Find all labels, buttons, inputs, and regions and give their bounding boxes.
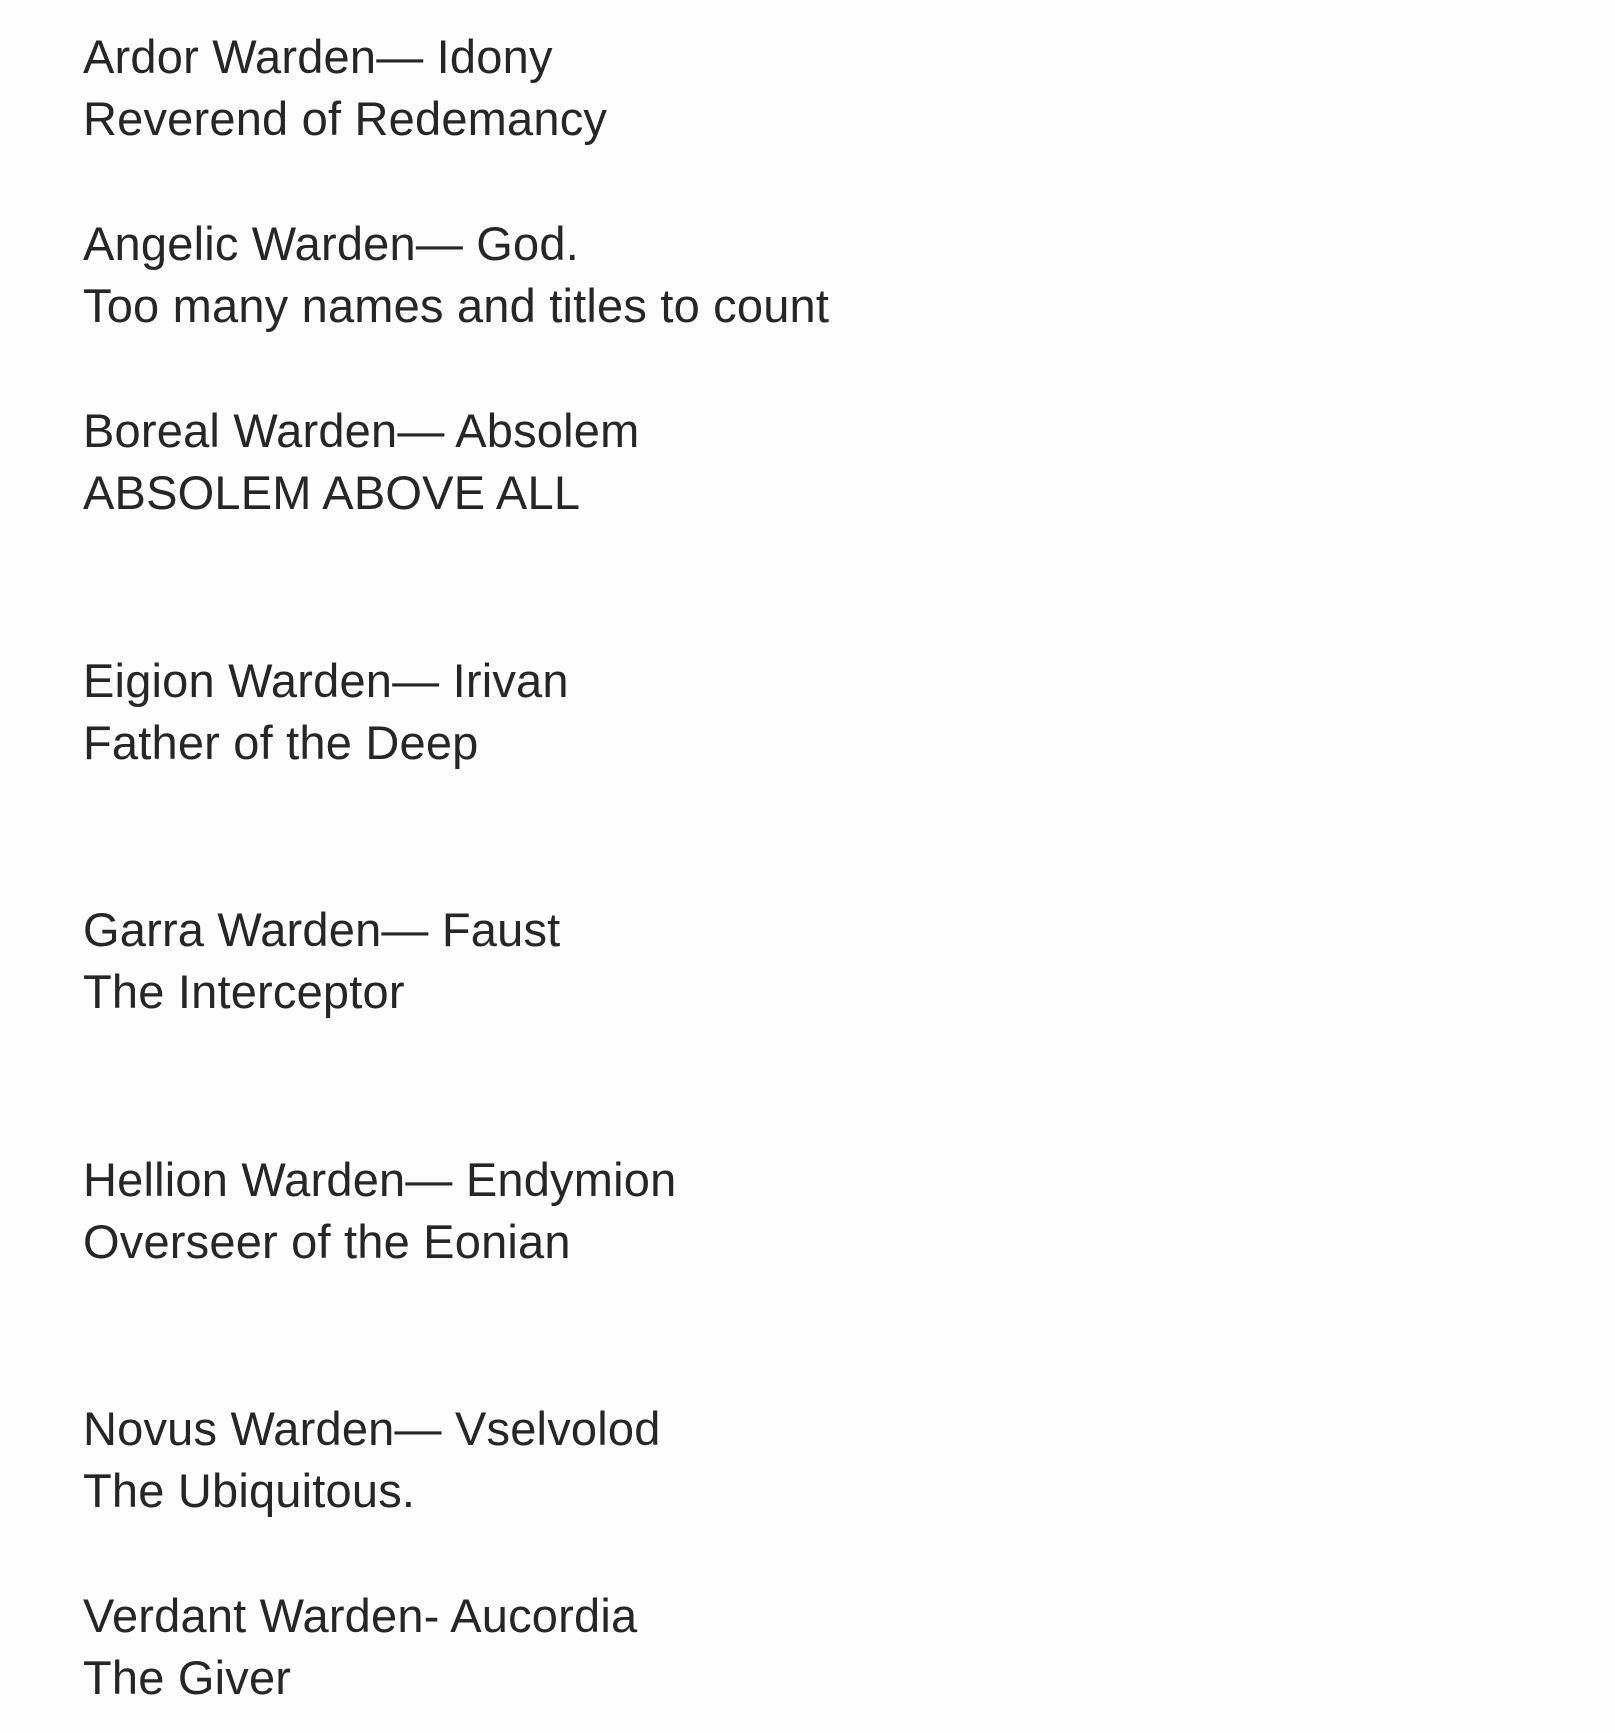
warden-title: The Giver: [83, 1651, 292, 1704]
warden-title: The Ubiquitous.: [83, 1464, 416, 1517]
warden-heading: Ardor Warden— Idony: [83, 30, 553, 83]
warden-entry-hellion: [83, 1149, 676, 1273]
warden-heading: Hellion Warden— Endymion: [83, 1153, 677, 1206]
warden-entry-novus: [83, 1398, 661, 1522]
warden-entry-boreal: [83, 400, 639, 524]
warden-title: ABSOLEM ABOVE ALL: [83, 466, 581, 519]
warden-title: Too many names and titles to count: [83, 279, 830, 332]
warden-entry-eigion: [83, 650, 569, 774]
warden-entry-garra: [83, 899, 560, 1023]
warden-entry-angelic: [83, 213, 829, 337]
warden-title: Father of the Deep: [83, 716, 479, 769]
warden-title: Reverend of Redemancy: [83, 92, 608, 145]
warden-heading: Angelic Warden— God.: [83, 217, 579, 270]
warden-title: The Interceptor: [83, 965, 405, 1018]
warden-heading: Eigion Warden— Irivan: [83, 654, 569, 707]
warden-heading: Novus Warden— Vselvolod: [83, 1402, 661, 1455]
warden-heading: Garra Warden— Faust: [83, 903, 561, 956]
warden-entry-ardor: [83, 26, 607, 150]
warden-heading: Verdant Warden- Aucordia: [83, 1589, 638, 1642]
warden-entry-verdant: [83, 1585, 637, 1709]
warden-heading: Boreal Warden— Absolem: [83, 404, 640, 457]
warden-title: Overseer of the Eonian: [83, 1215, 571, 1268]
